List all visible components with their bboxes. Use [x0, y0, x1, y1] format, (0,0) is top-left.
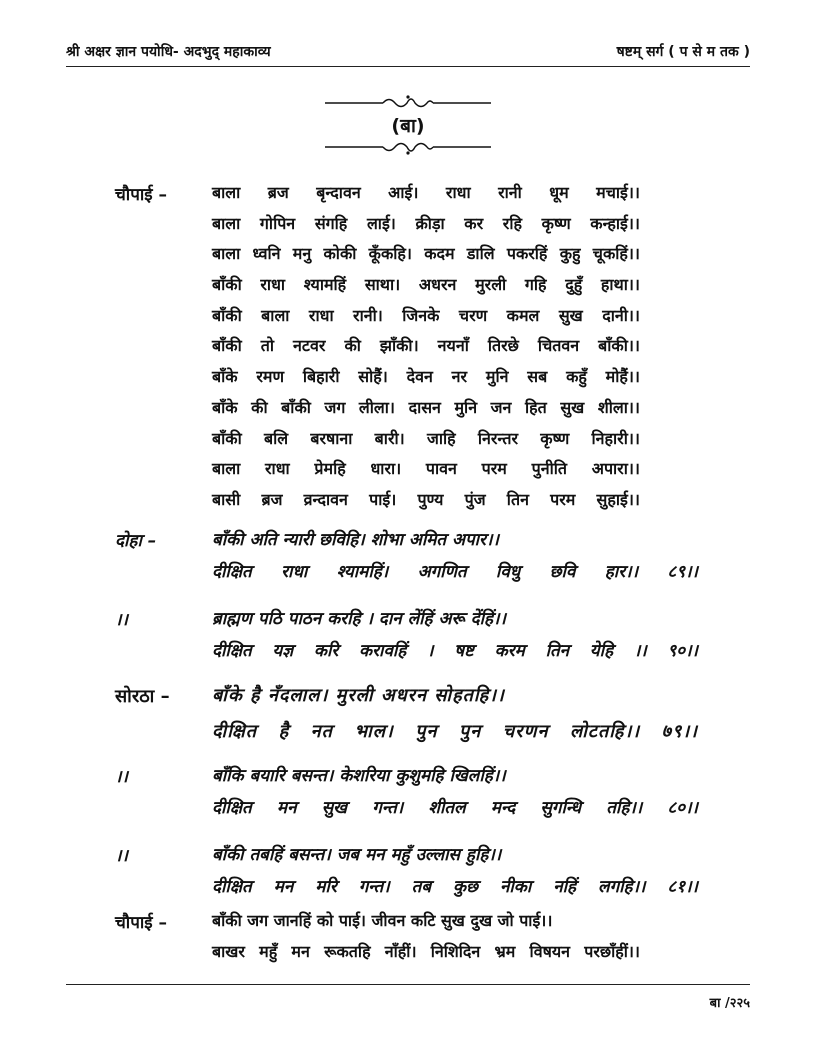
section-title: (बा) — [391, 115, 425, 137]
verse-lines — [212, 603, 698, 667]
verse-line: दीक्षित यज्ञ करि करावहिं । षष्ट करम तिन येहि ।। ९०।। — [212, 641, 698, 661]
footer-divider — [66, 984, 750, 985]
header-chapter-title: षष्टम् सर्ग ( प से म तक ) — [616, 44, 750, 60]
verse-line: बाला गोपिन संगहि लाई। क्रीड़ा कर रहि कृष्ण कन्हाई।। — [212, 213, 640, 233]
verse-line: बासी ब्रज व्रन्दावन पाई। पुण्य पुंज तिन परम सुहाई।। — [212, 489, 640, 509]
verse-label: ।। — [115, 610, 128, 630]
verse-line: बाँकी राधा श्यामहिं साथा। अधरन मुरली गहि दुहुँ हाथा।। — [212, 275, 640, 295]
section-title-block — [0, 94, 816, 156]
verse-line: ब्राह्मण पठि पाठन करहि । दान लेंहिं अरू देंहिं।। — [212, 609, 506, 629]
page-header — [66, 40, 750, 67]
verse-label: चौपाई – — [115, 185, 168, 205]
verse-line: बाँके है नँदलाल। मुरली अधरन सोहतहि।। — [212, 685, 505, 706]
verse-line: बाँकी अति न्यारी छविहि। शोभा अमित अपार।। — [212, 530, 499, 550]
ornament-top-icon — [323, 94, 493, 110]
verse-line: दीक्षित राधा श्यामहिं। अगणित विधु छवि हार।। ८९।। — [212, 562, 698, 582]
verse-line: दीक्षित मन सुख गन्त। शीतल मन्द सुगन्धि तहि।। ८०।। — [212, 798, 698, 818]
verse-line: बाँकी तबहिं बसन्त। जब मन महुँ उल्लास हुहि।। — [212, 845, 502, 865]
verse-line: दीक्षित है नत भाल। पुन पुन चरणन लोटतहि।। ७९।। — [212, 721, 698, 742]
verse-line: बाँकी जग जानहिं को पाई। जीवन कटि सुख दुख जो पाई।। — [212, 911, 553, 930]
verse-label: चौपाई – — [115, 913, 168, 933]
page-number: बा /२२५ — [709, 996, 750, 1011]
verse-lines — [212, 760, 698, 824]
verse-label: सोरठा – — [115, 686, 170, 707]
ornament-bottom-icon — [323, 140, 493, 156]
verse-lines — [212, 906, 640, 967]
verse-line: बाँके रमण बिहारी सोहैं। देवन नर मुनि सब कहुँ मोहैं।। — [212, 367, 640, 387]
verse-lines — [212, 524, 698, 588]
verse-line: बाखर महुँ मन रूकतहि नाँहीं। निशिदिन भ्रम विषयन परछाँहीं।। — [212, 941, 640, 961]
verse-line: बाला ध्वनि मनु कोकी कूँकहि। कदम डालि पकरहिं कुहु चूकहिं।। — [212, 244, 640, 264]
verse-line: बाँकी तो नटवर की झाँकी। नयनाँ तिरछे चितवन बाँकी।। — [212, 336, 640, 356]
verse-label: ।। — [115, 767, 128, 787]
header-book-title: श्री अक्षर ज्ञान पयोधि- अदभुद् महाकाव्य — [66, 44, 271, 60]
verse-line: बाँकी बाला राधा रानी। जिनके चरण कमल सुख दानी।। — [212, 305, 640, 325]
verse-line: बाँकी बलि बरषाना बारी। जाहि निरन्तर कृष्ण निहारी।। — [212, 428, 640, 448]
verse-line: दीक्षित मन मरि गन्त। तब कुछ नीका नहिं लगहि।। ८१।। — [212, 877, 698, 897]
verse-label: दोहा – — [115, 531, 157, 551]
verse-label: ।। — [115, 846, 128, 866]
verse-line: बाँकि बयारि बसन्त। केशरिया कुशुमहि खिलहिं।। — [212, 766, 506, 786]
verse-line: बाला राधा प्रेमहि धारा। पावन परम पुनीति अपारा।। — [212, 459, 640, 479]
verse-line: बाला ब्रज बृन्दावन आई। राधा रानी धूम मचाई।। — [212, 183, 640, 202]
verse-lines — [212, 839, 698, 903]
verse-line: बाँके की बाँकी जग लीला। दासन मुनि जन हित सुख शीला।। — [212, 397, 640, 417]
verse-lines — [212, 678, 698, 750]
verse-lines — [212, 178, 640, 516]
